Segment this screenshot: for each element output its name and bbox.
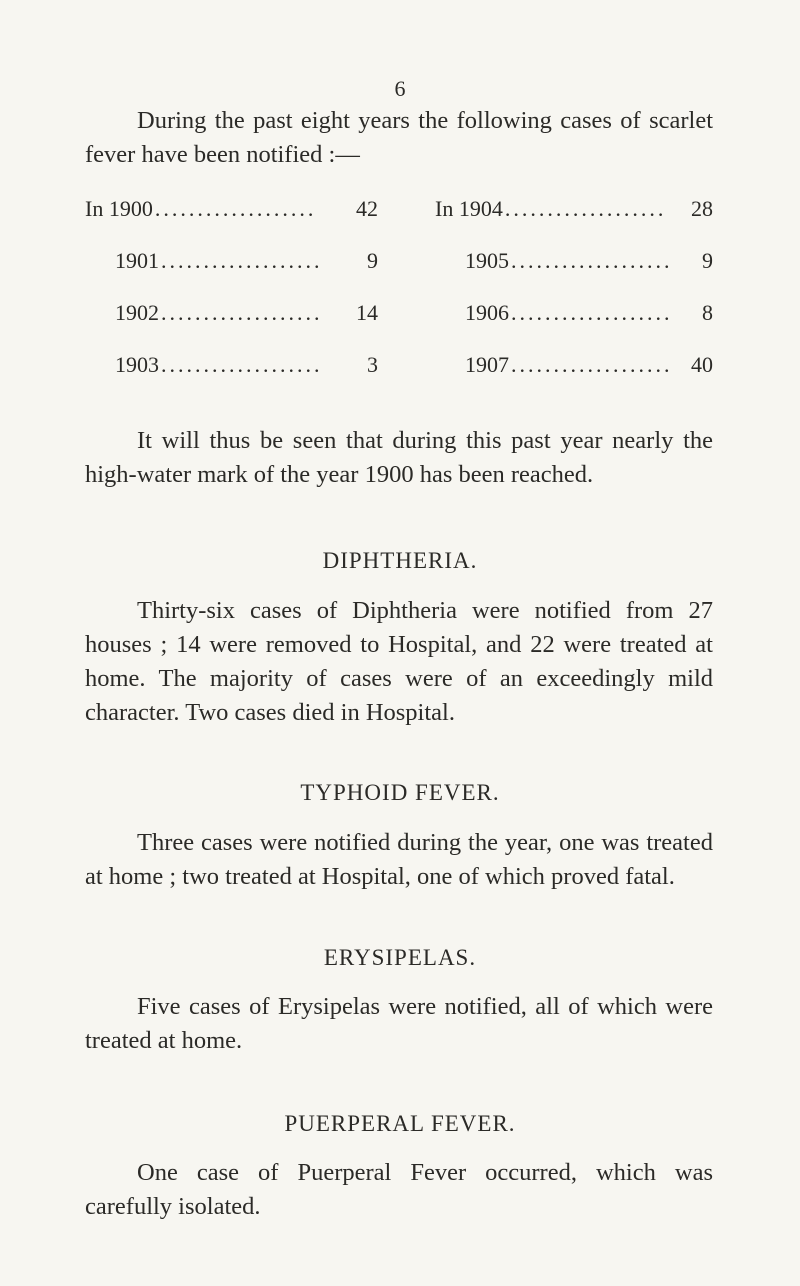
erysipelas-heading: ERYSIPELAS. [323,945,477,970]
case-year: 1902 [115,300,159,325]
case-year: In 1900 [85,196,153,221]
case-count: 28 [691,196,713,221]
case-count: 9 [702,248,713,273]
dot-leader: ................... [504,196,667,221]
case-year: In 1904 [435,196,503,221]
case-count: 40 [691,352,713,377]
dot-leader: ................... [511,248,673,273]
case-year: 1906 [465,300,509,325]
case-row-1905 [435,244,713,278]
dot-leader: ................... [161,352,323,377]
puerperal-paragraph: One case of Puerperal Fever occurred, which was carefully isolated. [85,1159,713,1220]
case-year: 1905 [465,248,509,273]
case-count: 3 [367,352,378,377]
dot-leader: ................... [154,196,317,221]
case-count: 9 [367,248,378,273]
case-row-1902 [85,296,378,330]
case-row-1900 [85,192,378,226]
case-year: 1903 [115,352,159,377]
dot-leader: ................... [511,300,673,325]
case-year: 1907 [465,352,509,377]
case-count: 14 [356,300,378,325]
scarlet-fever-intro: During the past eight years the following cases of scarlet fever have been notified :— [85,107,713,168]
case-count: 42 [356,196,378,221]
case-row-1907 [435,348,713,382]
typhoid-paragraph: Three cases were notified during the year, one was treated at home ; two treated at Hospital, one of which proved fatal. [85,829,713,890]
dot-leader: ................... [511,352,673,377]
case-row-1901 [85,244,378,278]
erysipelas-paragraph: Five cases of Erysipelas were notified, all of which were treated at home. [85,993,713,1054]
case-row-1903 [85,348,378,382]
page-number: 6 [394,76,406,101]
case-year: 1901 [115,248,159,273]
diphtheria-heading: DIPHTHERIA. [322,548,478,573]
case-row-1904 [435,192,713,226]
scarlet-fever-cases-table [85,192,713,392]
scarlet-fever-conclusion: It will thus be seen that during this past year nearly the high-water mark of the year 1900 has been reached. [85,427,713,488]
dot-leader: ................... [161,248,323,273]
case-row-1906 [435,296,713,330]
typhoid-heading: TYPHOID FEVER. [300,780,500,805]
diphtheria-paragraph: Thirty-six cases of Diphtheria were notified from 27 houses ; 14 were removed to Hospital, and 22 were treated at home. The majority of cases were of an exceedingly mild character. Two cases died in Hospital. [85,597,713,726]
case-count: 8 [702,300,713,325]
puerperal-heading: PUERPERAL FEVER. [284,1111,516,1136]
dot-leader: ................... [161,300,323,325]
